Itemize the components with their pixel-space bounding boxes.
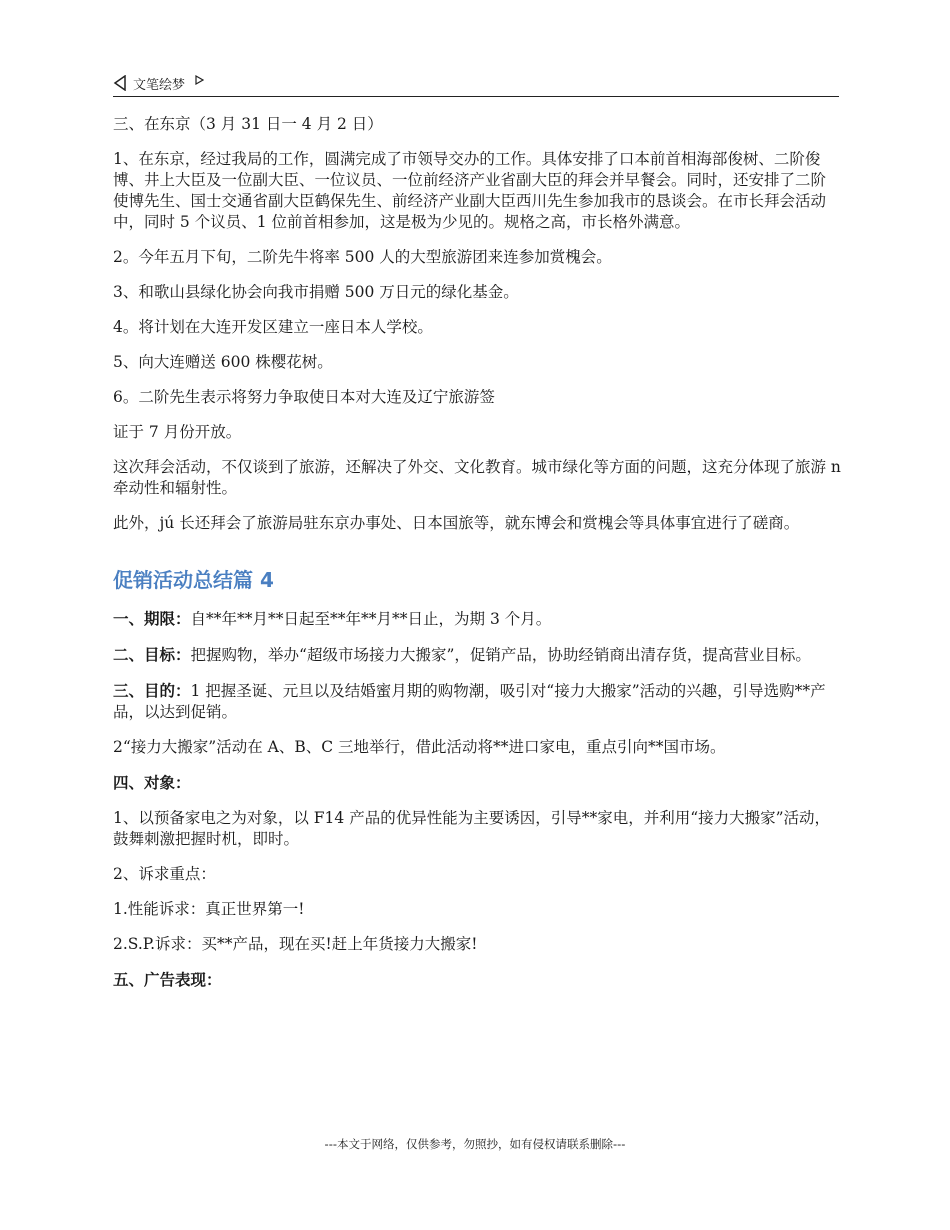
- section-item-1-label: 一、期限：: [113, 609, 191, 628]
- page-header: [113, 70, 839, 97]
- section-item-2-text: 把握购物，举办“超级市场接力大搬家”，促销产品，协助经销商出清存货，提高营业目标。: [190, 646, 811, 664]
- section-item-1: [113, 608, 841, 630]
- section-title: 促销活动总结篇 4: [113, 568, 274, 592]
- triangle-right-icon: [195, 75, 204, 85]
- part1-paragraph-4: 4。将计划在大连开发区建立一座日本人学校。: [113, 318, 433, 336]
- section-item-5-label: [113, 969, 841, 991]
- part1-paragraph-5: 5、向大连赠送 600 株樱花树。: [113, 353, 333, 371]
- section-item-4-label-text: 四、对象：: [113, 773, 191, 792]
- part1-paragraph-1: 1、在东京，经过我局的工作，圆满完成了市领导交办的工作。具体安排了口本前首相海部俊树、二阶俊博、井上大臣及一位副大臣、一位议员、一位前经济产业省副大臣的拜会并早餐会。同时，还安排了二阶使博先生、国士交通省副大臣鹤保先生、前经济产业副大臣西川先生参加我市的恳谈会。在市长拜会活动中，同时 5 个议员、1 位前首相参加，这是极为少见的。规格之高，市长格外满意。: [113, 150, 827, 231]
- section-item-4-1: 1、以预备家电之为对象，以 F14 产品的优异性能为主要诱因，引导**家电，并利用“接力大搬家”活动，鼓舞刺激把握时机，即时。: [113, 809, 831, 848]
- section-item-3: [113, 680, 841, 723]
- section-item-4-3: 1.性能诉求：真正世界第一!: [113, 900, 305, 918]
- part1-paragraph-9: 此外，jú 长还拜会了旅游局驻东京办事处、日本国旅等，就东博会和赏槐会等具体事宜进行了磋商。: [113, 514, 800, 532]
- triangle-left-icon: [113, 75, 127, 91]
- part1-paragraph-8: 这次拜会活动，不仅谈到了旅游，还解决了外交、文化教育。城市绿化等方面的问题，这充分体现了旅游 n 牵动性和辐射性。: [113, 458, 841, 497]
- header-brand: 文笔绘梦: [133, 77, 186, 93]
- part1-paragraph-6: 6。二阶先生表示将努力争取使日本对大连及辽宁旅游签: [113, 388, 495, 406]
- section-item-2-label: 二、目标：: [113, 645, 191, 664]
- part1-paragraph-3: 3、和歌山县绿化协会向我市捐赠 500 万日元的绿化基金。: [113, 283, 519, 301]
- section-item-3b: 2“接力大搬家”活动在 A、B、C 三地举行，借此活动将**进口家电，重点引向**国市场。: [113, 738, 726, 756]
- section-item-2: [113, 644, 841, 666]
- section-item-4-label: [113, 772, 841, 794]
- section-item-4-2: 2、诉求重点：: [113, 865, 216, 883]
- section-item-1-text: 自**年**月**日起至**年**月**日止，为期 3 个月。: [190, 610, 552, 628]
- part1-paragraph-2: 2。今年五月下旬，二阶先牛将率 500 人的大型旅游团来连参加赏槐会。: [113, 248, 612, 266]
- part1-heading: 三、在东京（3 月 31 日一 4 月 2 日）: [113, 115, 383, 133]
- part1-paragraph-7: 证于 7 月份开放。: [113, 423, 242, 441]
- section-item-3-label: 三、目的：: [113, 681, 191, 700]
- document-body: [113, 114, 841, 1005]
- section-item-5-label-text: 五、广告表现：: [113, 970, 222, 989]
- section-item-4-4: 2.S.P.诉求：买**产品，现在买!赶上年货接力大搬家!: [113, 935, 478, 953]
- page-footer: ---本文于网络，仅供参考，勿照抄，如有侵权请联系删除---: [324, 1137, 626, 1151]
- section-item-3-text: 1 把握圣诞、元旦以及结婚蜜月期的购物潮，吸引对“接力大搬家”活动的兴趣，引导选购**产品，以达到促销。: [113, 682, 826, 721]
